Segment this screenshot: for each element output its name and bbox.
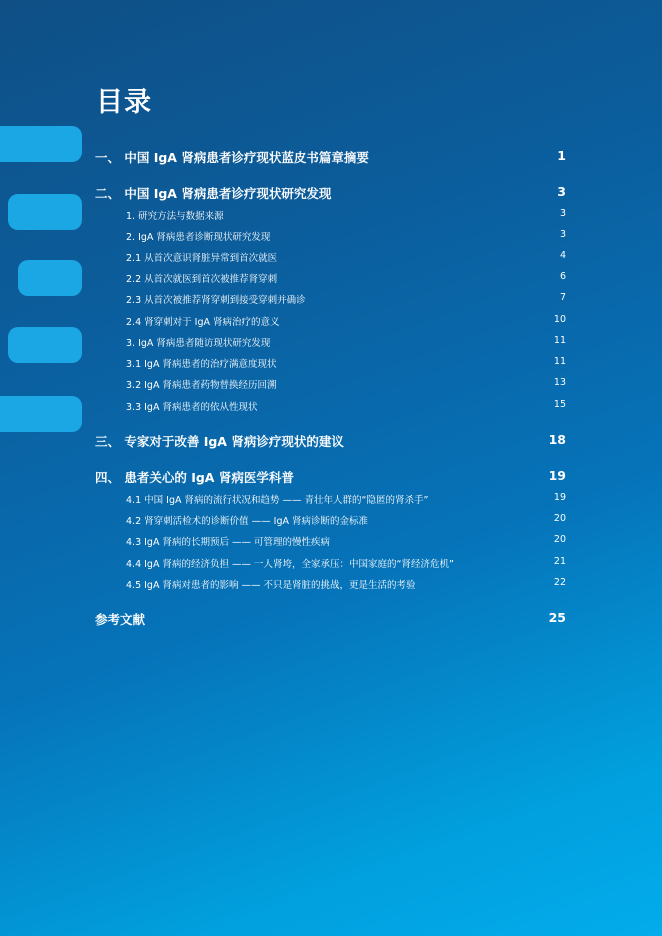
toc-entry-page: 20: [553, 513, 566, 524]
toc-entry-label: 3.2 IgA 肾病患者药物替换经历回溯: [126, 380, 277, 391]
toc-entry-page: 21: [553, 556, 566, 567]
toc-entry-label: 4.5 IgA 肾病对患者的影响 —— 不只是肾脏的挑战，更是生活的考验: [126, 580, 416, 591]
toc-entry-label: 4.2 肾穿刺活检术的诊断价值 —— IgA 肾病诊断的金标准: [126, 516, 369, 527]
toc-entry-label: 一、 中国 IgA 肾病患者诊疗现状蓝皮书篇章摘要: [95, 150, 369, 165]
toc-entry-label: 2.3 从首次被推荐肾穿刺到接受穿刺并确诊: [126, 295, 306, 306]
toc-entry-label: 4.4 IgA 肾病的经济负担 —— 一人肾垮，全家承压：中国家庭的“肾经济危机”: [126, 559, 454, 570]
toc-entry-page: 22: [553, 577, 566, 588]
toc-entry-page: 15: [553, 399, 566, 410]
toc-entry-page: 11: [553, 356, 566, 367]
toc-entry-label: 3.3 IgA 肾病患者的依从性现状: [126, 402, 258, 413]
decorative-bar-1: [0, 126, 82, 162]
toc-entry-label: 4.1 中国 IgA 肾病的流行状况和趋势 —— 青壮年人群的“隐匿的肾杀手”: [126, 495, 429, 506]
toc-entry-page: 1: [557, 148, 566, 163]
toc-entry-label: 四、 患者关心的 IgA 肾病医学科普: [95, 470, 294, 485]
toc-entry-page: 13: [553, 377, 566, 388]
toc-entry-label: 2.2 从首次就医到首次被推荐肾穿刺: [126, 274, 278, 285]
toc-entry-label: 二、 中国 IgA 肾病患者诊疗现状研究发现: [95, 186, 332, 201]
decorative-bar-3: [18, 260, 82, 296]
toc-entry-label: 1. 研究方法与数据来源: [126, 211, 224, 222]
toc-entry-page: 19: [548, 468, 566, 483]
toc-entry-page: 19: [553, 492, 566, 503]
toc-entry-page: 20: [553, 534, 566, 545]
toc-entry-page: 10: [553, 314, 566, 325]
toc-entry-page: 7: [559, 292, 566, 303]
toc-entry-label: 2.1 从首次意识肾脏异常到首次就医: [126, 253, 278, 264]
toc-entry-label: 3. IgA 肾病患者随访现状研究发现: [126, 338, 271, 349]
toc-entry-page: 18: [548, 432, 566, 447]
page-title: 目录: [96, 87, 152, 118]
toc-entry-label: 三、 专家对于改善 IgA 肾病诊疗现状的建议: [95, 434, 344, 449]
decorative-bar-2: [8, 194, 82, 230]
toc-entry-label: 2. IgA 肾病患者诊断现状研究发现: [126, 232, 271, 243]
toc-entry-label: 2.4 肾穿刺对于 IgA 肾病治疗的意义: [126, 317, 280, 328]
toc-entry-label: 3.1 IgA 肾病患者的治疗满意度现状: [126, 359, 277, 370]
toc-entry-page: 3: [557, 184, 566, 199]
toc-entry-page: 3: [559, 208, 566, 219]
decorative-bar-4: [8, 327, 82, 363]
toc-entry-page: 3: [559, 229, 566, 240]
toc-entry-label: 参考文献: [95, 612, 146, 627]
toc-entry-page: 4: [559, 250, 566, 261]
toc-entry-page: 25: [548, 610, 566, 625]
toc-entry-label: 4.3 IgA 肾病的长期预后 —— 可管理的慢性疾病: [126, 537, 331, 548]
toc-entry-page: 11: [553, 335, 566, 346]
toc-entry-page: 6: [559, 271, 566, 282]
decorative-bar-5: [0, 396, 82, 432]
